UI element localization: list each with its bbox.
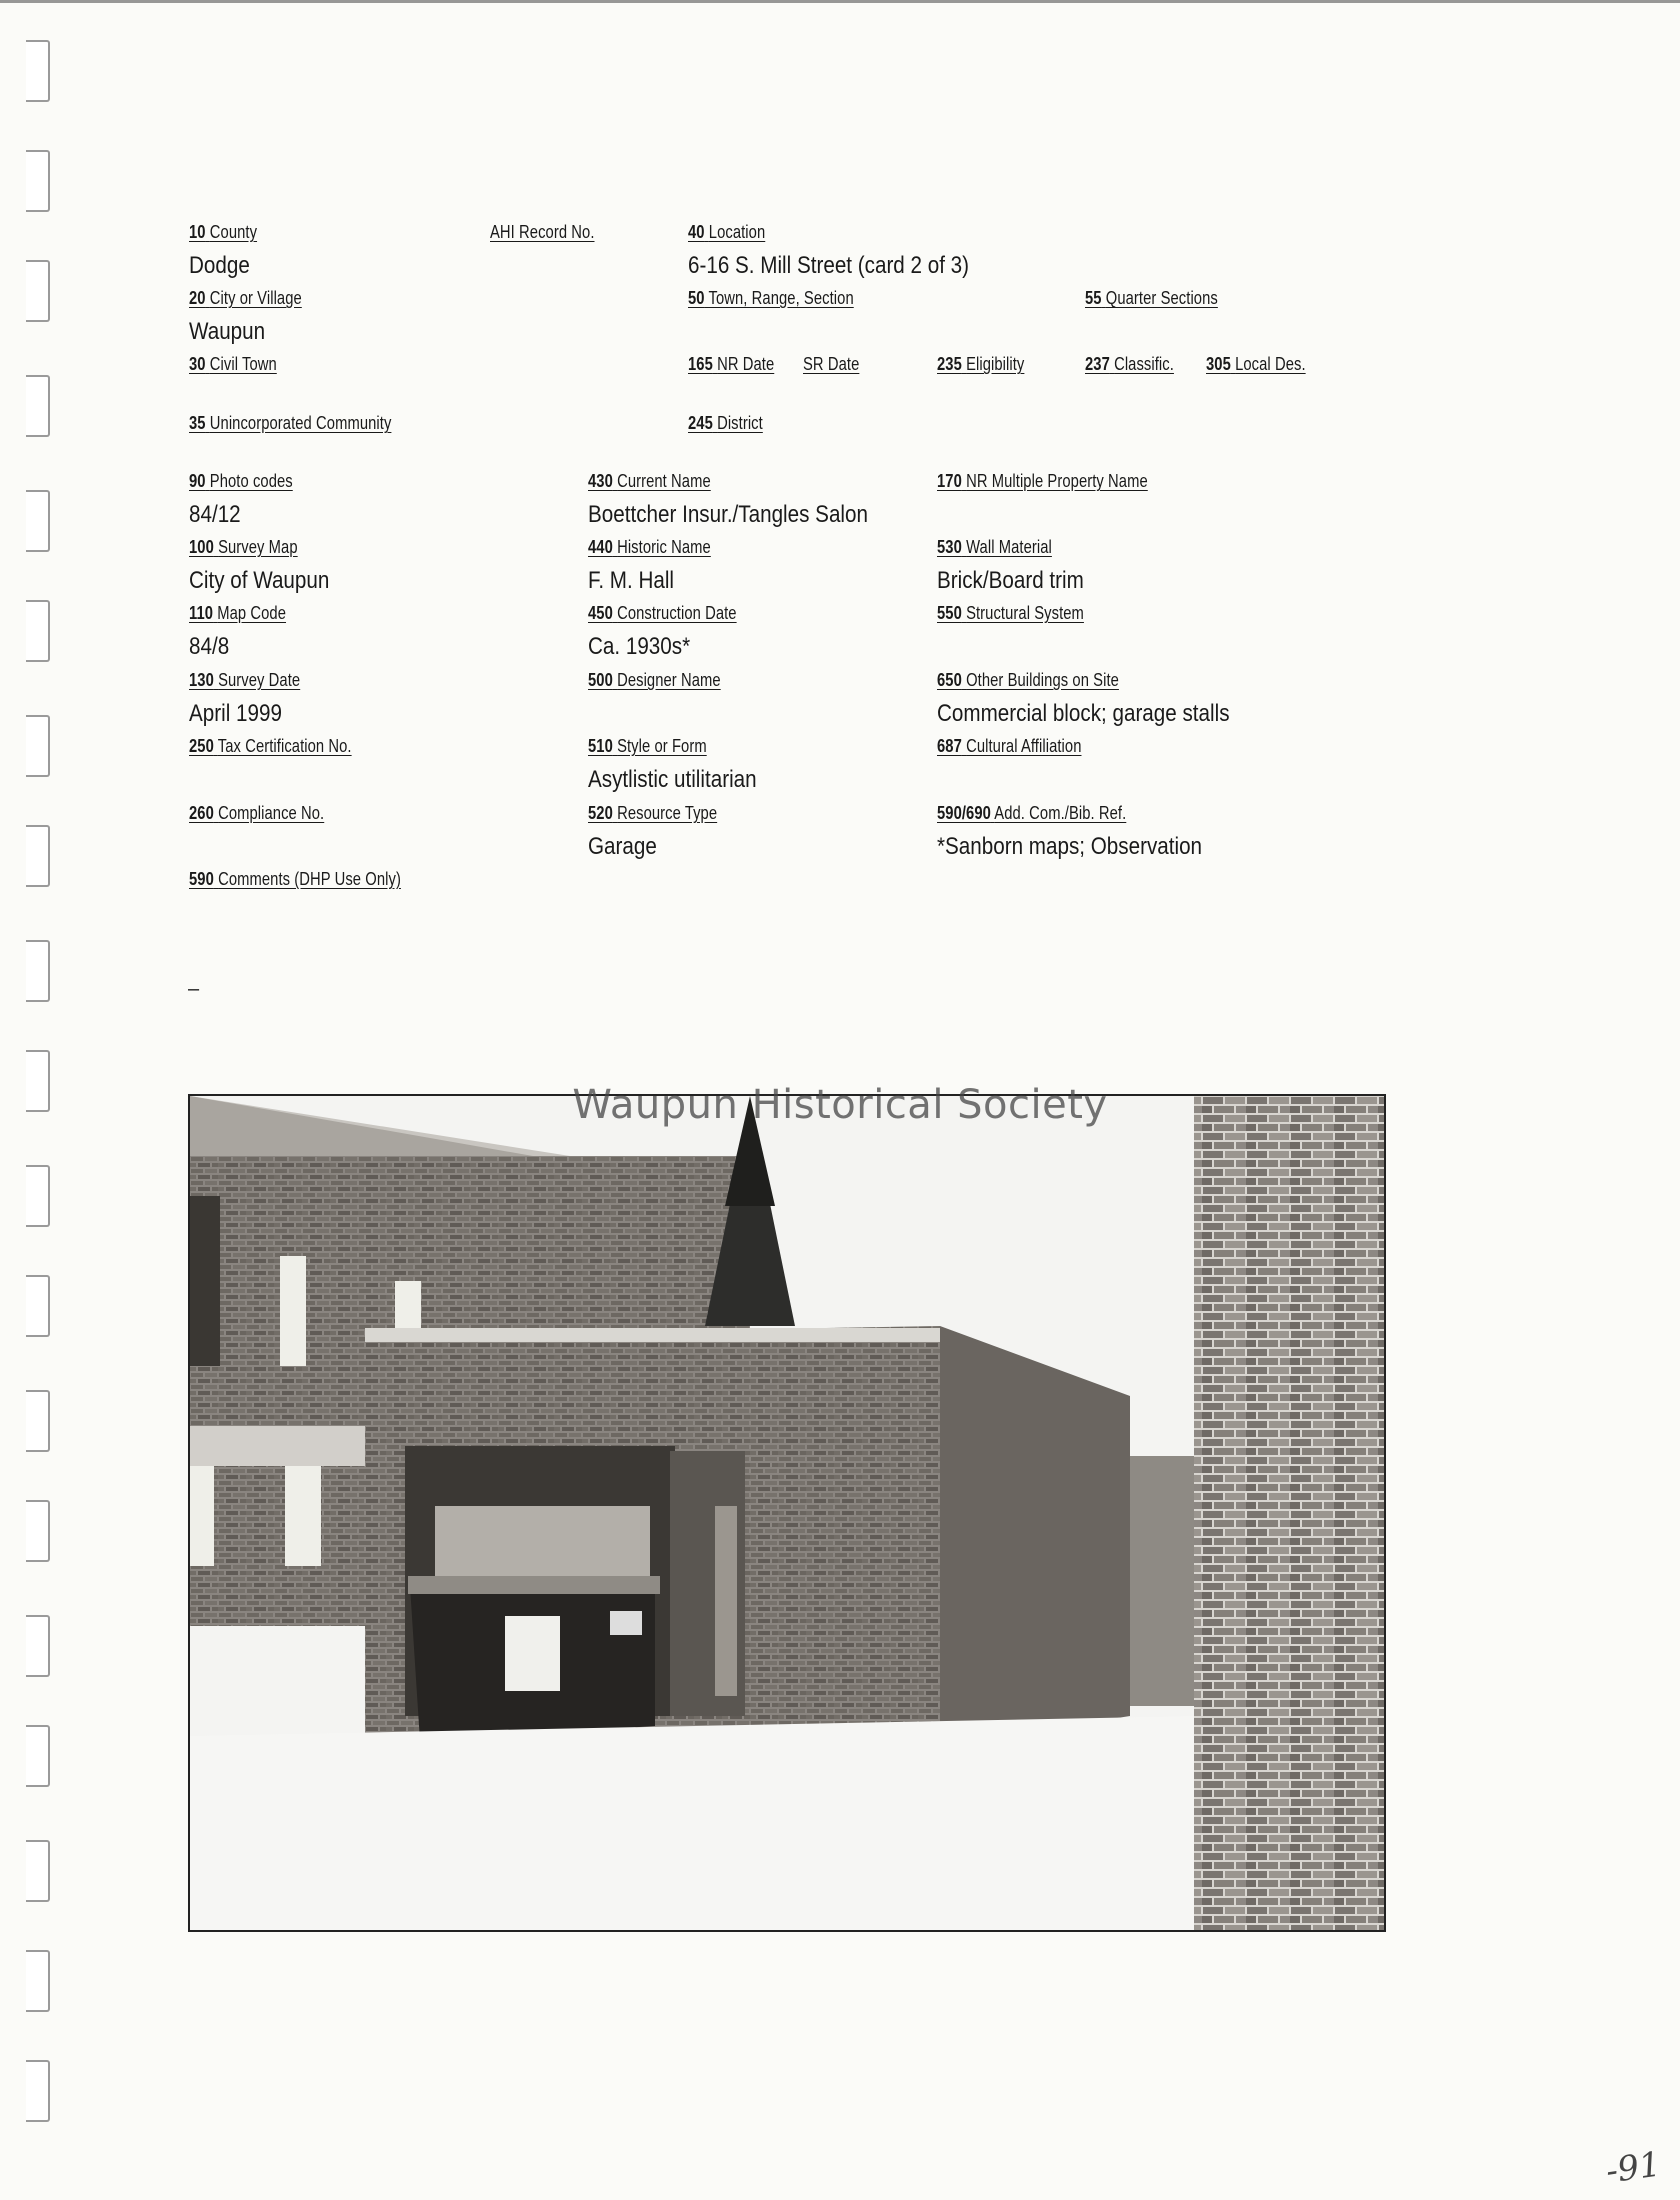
cultural-affiliation-label: 687 Cultural Affiliation	[937, 736, 1082, 756]
binder-hole	[26, 940, 50, 1002]
compliance-label: 260 Compliance No.	[189, 803, 325, 823]
binder-hole	[26, 2060, 50, 2122]
construction-date-value: Ca. 1930s*	[588, 633, 691, 660]
add-com-bib-ref-label: 590/690 Add. Com./Bib. Ref.	[937, 803, 1127, 823]
comments-value: –	[188, 978, 200, 1000]
style-form-label: 510 Style or Form	[588, 736, 707, 756]
civil-town-label: 30 Civil Town	[189, 354, 277, 374]
photo-codes-value: 84/12	[189, 501, 241, 528]
add-com-bib-ref-value: *Sanborn maps; Observation	[937, 833, 1203, 860]
binder-hole	[26, 490, 50, 552]
binder-hole	[26, 1165, 50, 1227]
survey-date-value: April 1999	[189, 700, 282, 727]
binder-hole	[26, 1840, 50, 1902]
building-photo	[188, 1094, 1386, 1932]
page-number: -91	[1603, 2144, 1664, 2192]
survey-date-label: 130 Survey Date	[189, 670, 301, 690]
photo-codes-label: 90 Photo codes	[189, 471, 293, 491]
binder-hole	[26, 150, 50, 212]
county-label: 10 County	[189, 222, 258, 242]
tax-certification-label: 250 Tax Certification No.	[189, 736, 352, 756]
binder-hole	[26, 825, 50, 887]
survey-map-label: 100 Survey Map	[189, 537, 298, 557]
wall-material-value: Brick/Board trim	[937, 567, 1084, 594]
binder-hole	[26, 715, 50, 777]
map-code-label: 110 Map Code	[189, 603, 287, 623]
style-form-value: Asytlistic utilitarian	[588, 766, 757, 793]
location-label: 40 Location	[688, 222, 766, 242]
construction-date-label: 450 Construction Date	[588, 603, 737, 623]
ahi-record-label: AHI Record No.	[490, 222, 595, 242]
nr-date-label: 165 NR Date	[688, 354, 775, 374]
current-name-value: Boettcher Insur./Tangles Salon	[588, 501, 868, 528]
unincorporated-community-label: 35 Unincorporated Community	[189, 413, 392, 433]
district-label: 245 District	[688, 413, 763, 433]
binder-hole	[26, 260, 50, 322]
historic-name-value: F. M. Hall	[588, 567, 675, 594]
page-top-edge	[0, 0, 1680, 3]
binder-hole	[26, 1950, 50, 2012]
other-buildings-value: Commercial block; garage stalls	[937, 700, 1230, 727]
binder-hole	[26, 1500, 50, 1562]
building-photo-drawing	[190, 1096, 1384, 1930]
local-des-label: 305 Local Des.	[1206, 354, 1306, 374]
binder-hole	[26, 1725, 50, 1787]
binder-hole	[26, 600, 50, 662]
map-code-value: 84/8	[189, 633, 230, 660]
binder-hole	[26, 1390, 50, 1452]
classific-label: 237 Classific.	[1085, 354, 1174, 374]
town-range-section-label: 50 Town, Range, Section	[688, 288, 854, 308]
other-buildings-label: 650 Other Buildings on Site	[937, 670, 1119, 690]
designer-name-label: 500 Designer Name	[588, 670, 721, 690]
city-value: Waupun	[189, 318, 266, 345]
binder-hole	[26, 40, 50, 102]
resource-type-value: Garage	[588, 833, 657, 860]
resource-type-label: 520 Resource Type	[588, 803, 718, 823]
watermark-text: Waupun Historical Society	[572, 1082, 1108, 1128]
binder-hole	[26, 1275, 50, 1337]
county-value: Dodge	[189, 252, 250, 279]
current-name-label: 430 Current Name	[588, 471, 711, 491]
city-label: 20 City or Village	[189, 288, 302, 308]
historic-name-label: 440 Historic Name	[588, 537, 711, 557]
survey-map-value: City of Waupun	[189, 567, 330, 594]
nr-multiple-property-label: 170 NR Multiple Property Name	[937, 471, 1148, 491]
sr-date-label: SR Date	[803, 354, 860, 374]
binder-hole	[26, 375, 50, 437]
binder-hole	[26, 1615, 50, 1677]
location-value: 6-16 S. Mill Street (card 2 of 3)	[688, 252, 970, 279]
wall-material-label: 530 Wall Material	[937, 537, 1052, 557]
comments-label: 590 Comments (DHP Use Only)	[189, 869, 401, 889]
structural-system-label: 550 Structural System	[937, 603, 1084, 623]
quarter-sections-label: 55 Quarter Sections	[1085, 288, 1218, 308]
eligibility-label: 235 Eligibility	[937, 354, 1025, 374]
